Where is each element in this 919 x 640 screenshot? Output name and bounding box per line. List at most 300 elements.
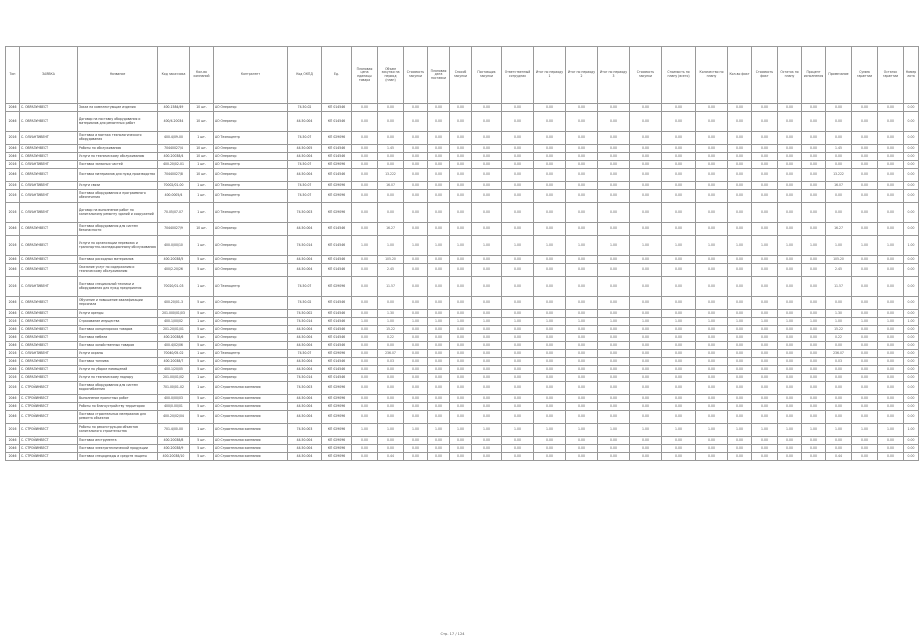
table-cell: 0.00	[852, 445, 878, 453]
table-cell: 0.00	[728, 374, 752, 382]
table-cell: Поставка спецодежды и средств защиты	[78, 453, 158, 461]
table-cell: 0.00	[630, 203, 662, 223]
table-cell: 0.00	[502, 203, 534, 223]
table-cell: 0.00	[534, 277, 566, 297]
table-cell: КП 029096	[322, 190, 352, 203]
table-cell: 0.00	[728, 358, 752, 366]
table-cell: 70040/05-02	[158, 350, 190, 358]
table-cell: 2.45	[378, 264, 404, 277]
table-cell: 0.00	[472, 350, 502, 358]
table-cell: 0.00	[404, 264, 428, 277]
table-cell: 0.00	[428, 366, 450, 374]
column-header: Количество по плану	[696, 47, 728, 104]
table-cell: 2046	[6, 411, 20, 424]
table-cell: 0.00	[502, 334, 534, 342]
table-cell: 0.00	[450, 190, 472, 203]
table-cell: 1.00	[566, 424, 598, 437]
table-cell: 0.00	[802, 453, 826, 461]
table-cell: 0.00	[662, 203, 696, 223]
table-cell: 0.00	[752, 112, 778, 132]
table-cell: 0.00	[696, 326, 728, 334]
table-cell: КП 014546	[322, 358, 352, 366]
table-cell: АО Оператор	[214, 112, 288, 132]
table-cell: 0.00	[630, 395, 662, 403]
table-cell: 0.00	[752, 153, 778, 161]
table-cell: 1.00	[878, 318, 904, 326]
table-cell: 0.00	[428, 326, 450, 334]
table-cell: 0.00	[404, 358, 428, 366]
table-cell: 0.00	[472, 112, 502, 132]
table-cell: АО Оператор	[214, 326, 288, 334]
table-cell: 0.00	[566, 153, 598, 161]
table-cell: 0.00	[778, 169, 802, 182]
table-cell: 0.00	[662, 342, 696, 350]
table-cell: 400/0.00/01	[158, 403, 190, 411]
column-header: Название	[78, 47, 158, 104]
table-cell: 0.00	[566, 358, 598, 366]
table-cell: 0.00	[752, 203, 778, 223]
table-cell: 400/2.20/26	[158, 264, 190, 277]
table-cell: 5 шт.	[190, 342, 214, 350]
table-cell: 0.00	[696, 350, 728, 358]
table-cell: 400.1584/49	[158, 104, 190, 112]
table-row	[6, 145, 919, 153]
table-cell: 0.00	[852, 382, 878, 395]
table-cell: 10 шт.	[190, 145, 214, 153]
table-cell: 0.00	[352, 350, 378, 358]
table-cell: 0.00	[534, 297, 566, 310]
table-cell: 0.00	[696, 297, 728, 310]
table-cell: 0.03	[826, 358, 852, 366]
table-cell: Работы по реконструкции объектов капитального строительства	[78, 424, 158, 437]
table-cell: 0.00	[852, 182, 878, 190]
table-cell: 0.00	[752, 403, 778, 411]
table-cell: 0.00	[696, 277, 728, 297]
table-cell: 2016	[6, 203, 20, 223]
table-cell: 1 шт.	[190, 382, 214, 395]
table-cell: 0.00	[662, 277, 696, 297]
table-cell: 0.00	[598, 153, 630, 161]
table-cell: 0.00	[802, 382, 826, 395]
table-cell: 0.00	[826, 132, 852, 145]
table-cell: 0.00	[598, 437, 630, 445]
table-cell: С. ОВРАЗУНВЕСТ	[20, 318, 78, 326]
table-cell: 0.00	[404, 182, 428, 190]
column-header: Ед.	[322, 47, 352, 104]
table-cell: 400.4/02/06	[158, 342, 190, 350]
table-cell: 0.00	[502, 190, 534, 203]
table-cell: Обучение и повышение квалификации персонала	[78, 297, 158, 310]
table-cell: 1.00	[752, 236, 778, 256]
table-cell: 1 шт.	[190, 182, 214, 190]
table-cell: 74.50.07	[288, 161, 322, 169]
table-cell: 0.00	[878, 264, 904, 277]
table-cell: 0.00	[728, 264, 752, 277]
table-cell: 44.50.004	[288, 326, 322, 334]
table-cell: 0.00	[404, 223, 428, 236]
table-cell: 105.20	[826, 256, 852, 264]
table-cell: 1.00	[904, 318, 919, 326]
table-cell: 0.00	[352, 264, 378, 277]
table-cell: 0.00	[662, 366, 696, 374]
column-header: Поставщик закупки	[472, 47, 502, 104]
table-cell: 0.00	[404, 334, 428, 342]
table-cell: 1.00	[826, 424, 852, 437]
table-cell: 1.00	[502, 424, 534, 437]
table-cell: АО Строительная компания	[214, 453, 288, 461]
table-cell: 2046	[6, 104, 20, 112]
table-cell: 0.00	[428, 382, 450, 395]
table-cell: 0.00	[630, 169, 662, 182]
table-cell: 0.00	[428, 411, 450, 424]
table-cell: 0.00	[352, 256, 378, 264]
table-cell: 0.00	[450, 169, 472, 182]
table-cell: 0.00	[502, 132, 534, 145]
table-cell: 0.00	[878, 395, 904, 403]
table-cell: 0.00	[450, 264, 472, 277]
table-cell: 1.00	[778, 424, 802, 437]
table-cell: 0.00	[696, 403, 728, 411]
table-cell: 1.00	[904, 236, 919, 256]
table-cell: 0.00	[502, 169, 534, 182]
column-header: Стоимость по плану (всего)	[662, 47, 696, 104]
table-cell: 0.00	[696, 182, 728, 190]
table-cell: С. СТРОЙИНВЕСТ	[20, 403, 78, 411]
column-header: Остаток по плану	[778, 47, 802, 104]
table-cell: 0.00	[778, 112, 802, 132]
table-cell: 0.00	[598, 366, 630, 374]
table-cell: 0.00	[904, 182, 919, 190]
table-cell: 0.00	[378, 395, 404, 403]
table-cell: 1.00	[472, 424, 502, 437]
table-cell: 0.00	[904, 203, 919, 223]
table-cell: Услуги аренды	[78, 310, 158, 318]
column-header: Тип	[6, 47, 20, 104]
table-cell: 0.00	[904, 358, 919, 366]
table-cell: 0.03	[378, 358, 404, 366]
table-cell: 0.00	[404, 403, 428, 411]
table-cell: 0.00	[802, 445, 826, 453]
table-cell: 400.0/00/10	[158, 236, 190, 256]
table-cell: 0.00	[472, 203, 502, 223]
table-cell: 0.00	[472, 297, 502, 310]
table-cell: 1.00	[778, 318, 802, 326]
table-cell: 0.00	[378, 112, 404, 132]
column-header: Код заказчика	[158, 47, 190, 104]
table-cell: 1.00	[662, 424, 696, 437]
table-cell: 0.00	[450, 437, 472, 445]
table-cell: 0.00	[802, 169, 826, 182]
table-cell: 701.00/01-02	[158, 382, 190, 395]
table-cell: 0.00	[450, 203, 472, 223]
table-cell: КП 029096	[322, 395, 352, 403]
table-cell: АО Техноцентр	[214, 132, 288, 145]
table-cell: 0.00	[904, 310, 919, 318]
table-cell: 0.00	[904, 145, 919, 153]
table-cell: 44.50.004	[288, 411, 322, 424]
table-cell: 0.00	[778, 182, 802, 190]
table-cell: АО Оператор	[214, 264, 288, 277]
table-cell: 0.00	[752, 453, 778, 461]
table-cell: 74.50.07	[288, 132, 322, 145]
table-cell: 0.00	[826, 112, 852, 132]
table-cell: Оказание услуг по содержанию и техническому обслуживанию	[78, 264, 158, 277]
table-cell: КП 014546	[322, 326, 352, 334]
table-cell: Услуги по техническому обслуживанию	[78, 153, 158, 161]
column-header: Объем закупки на период (план)	[378, 47, 404, 104]
table-cell: 44.50.004	[288, 403, 322, 411]
table-cell: 0.00	[534, 395, 566, 403]
table-cell: 0.00	[752, 223, 778, 236]
table-cell: 0.00	[752, 264, 778, 277]
table-cell: 0.00	[878, 223, 904, 236]
table-cell: 1 шт.	[190, 161, 214, 169]
table-cell: 0.00	[534, 256, 566, 264]
table-cell: 74.50.07	[288, 350, 322, 358]
table-cell: 0.00	[728, 342, 752, 350]
table-cell: 0.00	[630, 374, 662, 382]
table-cell: 0.00	[696, 145, 728, 153]
table-cell: 0.00	[428, 342, 450, 350]
table-cell: 0.00	[696, 256, 728, 264]
column-header: Номер лота	[904, 47, 919, 104]
table-cell: 0.00	[534, 411, 566, 424]
table-cell: 400.1/20/05	[158, 366, 190, 374]
table-cell: 0.00	[502, 145, 534, 153]
table-cell: 0.00	[472, 104, 502, 112]
table-cell: 0.00	[352, 190, 378, 203]
table-cell: 0.00	[566, 382, 598, 395]
table-cell: С. ОЛУАНТИВЕНТ	[20, 132, 78, 145]
table-cell: 0.00	[472, 358, 502, 366]
table-cell: Поставка расходных материалов	[78, 256, 158, 264]
table-cell: 0.00	[598, 445, 630, 453]
table-cell: 0.00	[630, 310, 662, 318]
table-cell: 0.00	[662, 350, 696, 358]
table-cell: 0.00	[802, 277, 826, 297]
table-cell: 400.20/02-01	[158, 161, 190, 169]
table-cell: 0.00	[352, 445, 378, 453]
table-cell: 0.00	[878, 132, 904, 145]
table-cell: 44.50.004	[288, 264, 322, 277]
table-cell: С. ОВРАЗУНВЕСТ	[20, 310, 78, 318]
table-cell: 0.00	[662, 334, 696, 342]
table-row	[6, 161, 919, 169]
table-cell: 0.00	[728, 223, 752, 236]
table-cell: КП 029096	[322, 182, 352, 190]
table-cell: 0.00	[352, 104, 378, 112]
table-cell: С. ОВРАЗУНВЕСТ	[20, 104, 78, 112]
table-cell: 0.00	[852, 334, 878, 342]
table-cell: 0.00	[630, 223, 662, 236]
table-cell: 0.00	[378, 382, 404, 395]
table-cell: 0.00	[566, 334, 598, 342]
table-cell: 1.00	[662, 236, 696, 256]
column-header: Код ОКПД	[288, 47, 322, 104]
table-cell: 0.00	[502, 104, 534, 112]
table-cell: 0.00	[502, 411, 534, 424]
table-cell: КП 014546	[322, 256, 352, 264]
table-cell: 5 шт.	[190, 297, 214, 310]
table-cell: 2016	[6, 374, 20, 382]
table-cell: АО Оператор	[214, 297, 288, 310]
table-cell: 400.20038/7	[158, 358, 190, 366]
table-cell: 0.00	[778, 326, 802, 334]
table-cell: 1.00	[404, 318, 428, 326]
table-cell: 70002/01-00	[158, 182, 190, 190]
table-cell: 0.00	[696, 395, 728, 403]
table-cell: КП 029096	[322, 382, 352, 395]
table-cell: 0.00	[352, 182, 378, 190]
table-cell: 0.00	[778, 411, 802, 424]
table-cell: 1.00	[566, 236, 598, 256]
table-cell: 0.00	[428, 264, 450, 277]
table-cell: 0.00	[404, 411, 428, 424]
table-cell: 0.00	[728, 153, 752, 161]
table-cell: АО Оператор	[214, 342, 288, 350]
column-header: Итог по периоду 3	[598, 47, 630, 104]
table-cell: Страхование имущества	[78, 318, 158, 326]
column-header: Кол-во компаний	[190, 47, 214, 104]
table-row	[6, 112, 919, 132]
table-cell: 0.00	[502, 382, 534, 395]
table-cell: 0.00	[404, 366, 428, 374]
table-cell: 0.00	[428, 445, 450, 453]
table-cell: 0.00	[352, 169, 378, 182]
table-cell: 0.00	[450, 403, 472, 411]
table-cell: 0.00	[566, 366, 598, 374]
table-cell: 1 шт.	[190, 318, 214, 326]
table-cell: 0.00	[534, 326, 566, 334]
table-cell: 0.00	[826, 153, 852, 161]
table-cell: 5 шт.	[190, 310, 214, 318]
table-cell: 0.00	[662, 104, 696, 112]
table-cell: 0.00	[662, 182, 696, 190]
column-header: Ответственный сотрудник	[502, 47, 534, 104]
table-cell: АО Оператор	[214, 310, 288, 318]
table-cell: 10 шт.	[190, 112, 214, 132]
table-cell: 0.00	[662, 445, 696, 453]
table-cell: 2046	[6, 169, 20, 182]
table-cell: 1 шт.	[190, 277, 214, 297]
table-cell: АО Оператор	[214, 334, 288, 342]
table-cell: 44.50.004	[288, 334, 322, 342]
table-cell: 0.00	[826, 342, 852, 350]
table-cell: 0.00	[904, 264, 919, 277]
table-cell: 44.50.004	[288, 445, 322, 453]
table-cell: 0.00	[404, 453, 428, 461]
table-cell: 1.00	[852, 318, 878, 326]
table-cell: 1.30	[826, 310, 852, 318]
table-cell: 0.00	[878, 310, 904, 318]
table-cell: 0.00	[566, 403, 598, 411]
table-cell: 0.00	[878, 403, 904, 411]
table-cell: 0.00	[534, 350, 566, 358]
table-cell: 0.00	[598, 161, 630, 169]
table-cell: 0.00	[404, 297, 428, 310]
table-cell: 0.00	[472, 374, 502, 382]
table-cell: 0.00	[696, 382, 728, 395]
table-cell: 0.00	[728, 297, 752, 310]
table-cell: 1.00	[378, 236, 404, 256]
table-cell: КП 014546	[322, 334, 352, 342]
table-cell: 0.00	[472, 153, 502, 161]
table-cell: 0.00	[630, 297, 662, 310]
table-cell: 0.00	[630, 153, 662, 161]
table-cell: 0.00	[752, 104, 778, 112]
table-cell: 2016	[6, 277, 20, 297]
table-cell: 1.00	[534, 318, 566, 326]
table-cell: 1.00	[630, 424, 662, 437]
procurement-table	[5, 46, 919, 461]
table-cell: 0.00	[778, 395, 802, 403]
table-cell: 0.00	[778, 437, 802, 445]
table-cell: 0.00	[502, 310, 534, 318]
table-cell: Услуги по организации перевозок и транспортно-экспедиционному обслуживанию	[78, 236, 158, 256]
table-row	[6, 203, 919, 223]
table-cell: 2016	[6, 318, 20, 326]
table-cell: 2046	[6, 223, 20, 236]
table-cell: 1.00	[878, 424, 904, 437]
table-cell: АО Оператор	[214, 223, 288, 236]
table-cell: Выполнение проектных работ	[78, 395, 158, 403]
table-row	[6, 264, 919, 277]
table-cell: 0.00	[728, 161, 752, 169]
table-cell: 0.00	[752, 445, 778, 453]
table-cell: 0.00	[752, 382, 778, 395]
table-cell: 0.00	[404, 145, 428, 153]
table-cell: 0.00	[630, 161, 662, 169]
table-cell: 0.00	[852, 104, 878, 112]
table-cell: С. ОВРАЗУНВЕСТ	[20, 326, 78, 334]
table-cell: АО Строительная компания	[214, 395, 288, 403]
table-cell: 0.00	[404, 169, 428, 182]
table-cell: 0.00	[878, 350, 904, 358]
table-cell: 0.00	[472, 132, 502, 145]
table-cell: С. ОЛУАНТИВЕНТ	[20, 182, 78, 190]
table-cell: 0.00	[352, 203, 378, 223]
table-row	[6, 366, 919, 374]
table-cell: 10 шт.	[190, 153, 214, 161]
table-cell: 0.00	[598, 310, 630, 318]
table-cell: 0.00	[352, 145, 378, 153]
table-cell: 0.00	[662, 297, 696, 310]
table-cell: 400.20038/4	[158, 153, 190, 161]
table-cell: 0.00	[662, 437, 696, 445]
table-cell: 0.00	[502, 326, 534, 334]
table-cell: 2046	[6, 395, 20, 403]
table-cell: КП 014546	[322, 264, 352, 277]
table-cell: Поставка оборудования для систем водоснабжения	[78, 382, 158, 395]
table-cell: 2016	[6, 382, 20, 395]
table-cell: 0.00	[802, 112, 826, 132]
table-cell: КП 014546	[322, 104, 352, 112]
table-cell: С. ОЛУАНТИВЕНТ	[20, 190, 78, 203]
table-cell: 11.57	[826, 277, 852, 297]
table-row	[6, 223, 919, 236]
table-cell: 0.00	[728, 182, 752, 190]
table-cell: 0.00	[534, 453, 566, 461]
table-cell: 0.00	[852, 145, 878, 153]
table-cell: АО Строительная компания	[214, 437, 288, 445]
table-cell: Поставка оборудования и программного обеспечения	[78, 190, 158, 203]
table-cell: 10 шт.	[190, 104, 214, 112]
table-cell: 0.00	[598, 382, 630, 395]
table-cell: 0.00	[404, 374, 428, 382]
table-cell: 0.00	[778, 161, 802, 169]
table-cell: 0.00	[472, 445, 502, 453]
table-cell: 0.00	[534, 132, 566, 145]
